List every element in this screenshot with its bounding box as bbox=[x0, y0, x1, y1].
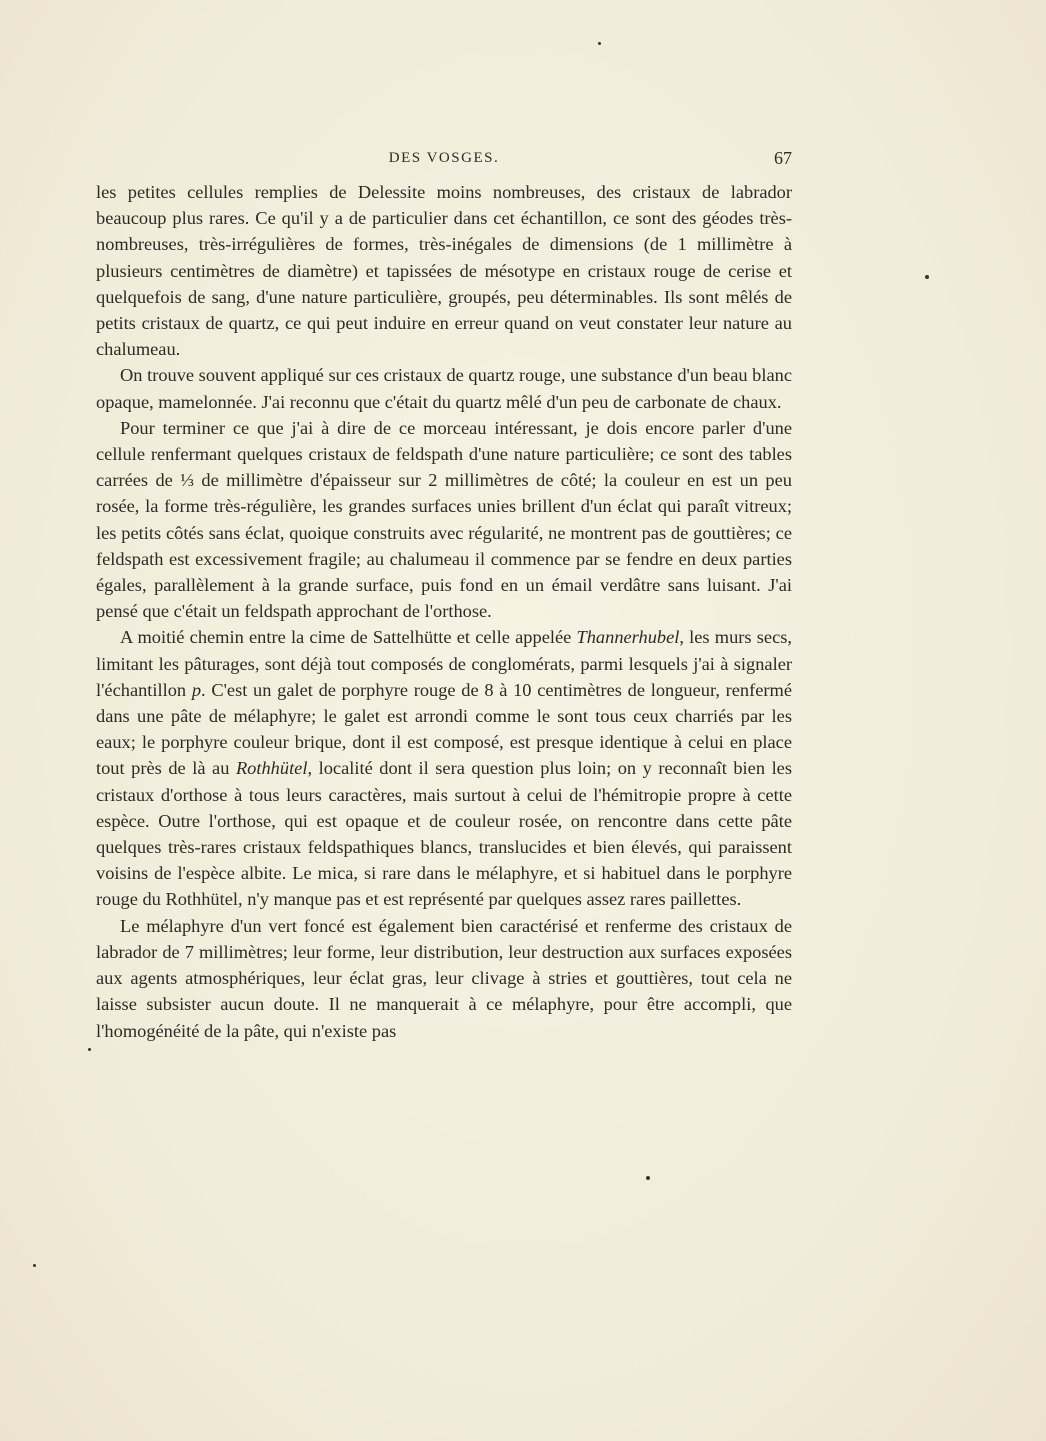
sample-label-p: p bbox=[191, 679, 202, 700]
paragraph-4-text-a: A moitié chemin entre la cime de Sattelhütte et celle appelée bbox=[120, 627, 577, 648]
place-name-rothhutel: Rothhütel bbox=[235, 758, 308, 779]
paragraph-5: Le mélaphyre d'un vert foncé est également bien caractérisé et renferme des cristaux de labrador de 7 millimètres; leur forme, leur distribution, leur destruction aux surfaces exposées aux agents atmosphériques, leur éclat gras, leur clivage à stries et gouttières, tout cela ne laisse subsister aucun doute. Il ne manquerait à ce mélaphyre, pour être accompli, que l'homogénéité de la pâte, qui n'existe pas bbox=[96, 915, 792, 1041]
ink-speck bbox=[646, 1176, 650, 1180]
running-title: DES VOSGES. bbox=[388, 150, 500, 166]
paragraph-4-text-b: , les murs secs, limitant les pâturages, sont déjà tout composés de conglomérats, parmi lesquels j'ai à signaler l'échantillon bbox=[96, 627, 793, 700]
paragraph-1: les petites cellules remplies de Delessite moins nombreuses, des cristaux de labrador beaucoup plus rares. Ce qu'il y a de particulier dans cet échantillon, ce sont des géodes très-nombreuses, très-irrégulières de formes, très-inégales de dimensions (de 1 millimètre à plusieurs centimètres de diamètre) et tapissées de mésotype en cristaux rouge de cerise et quelquefois de sang, d'une nature particulière, groupés, peu déterminables. Ils sont mêlés de petits cristaux de quartz, ce qui peut induire en erreur quand on veut constater leur nature au chalumeau. bbox=[96, 182, 792, 360]
ink-speck bbox=[925, 275, 929, 279]
ink-speck bbox=[598, 42, 601, 45]
body-text bbox=[96, 179, 792, 1044]
ink-speck bbox=[33, 1264, 36, 1267]
paragraph-2: On trouve souvent appliqué sur ces cristaux de quartz rouge, une substance d'un beau blanc opaque, mamelonnée. J'ai reconnu que c'était du quartz mêlé d'un peu de carbonate de chaux. bbox=[96, 365, 792, 412]
page-number: 67 bbox=[774, 148, 792, 168]
paragraph-4-text-d: , localité dont il sera question plus loin; on y reconnaît bien les cristaux d'orthose à tous leurs caractères, mais surtout à celui de l'hémitropie propre à cette espèce. Outre l'orthose, qui est opaque et de couleur rosée, on rencontre dans cette pâte quelques très-rares cristaux feldspathiques blancs, translucides et bien élevés, qui paraissent voisins de l'espèce albite. Le mica, si rare dans le mélaphyre, et si habituel dans le porphyre rouge du Rothhütel, n'y manque pas et est représenté par quelques assez rares paillettes. bbox=[96, 758, 792, 910]
ink-speck bbox=[88, 1048, 91, 1051]
paragraph-3: Pour terminer ce que j'ai à dire de ce morceau intéressant, je dois encore parler d'une cellule renfermant quelques cristaux de feldspath d'une nature particulière; ce sont des tables carrées de ⅓ de millimètre d'épaisseur sur 2 millimètres de côté; la couleur en est un peu rosée, la forme très-régulière, les grandes surfaces unies brillent d'un éclat qui paraît vitreux; les petits côtés sans éclat, quoique construits avec régularité, ne montrent pas de gouttières; ce feldspath est excessivement fragile; au chalumeau il commence par se fendre en deux parties égales, parallèlement à la grande surface, puis fond en un émail verdâtre sans luisant. J'ai pensé que c'était un feldspath approchant de l'orthose. bbox=[96, 417, 792, 622]
place-name-thannerhubel: Thannerhubel bbox=[576, 627, 680, 648]
page-header bbox=[96, 150, 792, 172]
paragraph-4 bbox=[96, 624, 792, 912]
paragraph-4-text-c: . C'est un galet de porphyre rouge de 8 à 10 centimètres de longueur, renfermé dans une pâte de mélaphyre; le galet est arrondi comme le sont tous ceux charriés par les eaux; le porphyre couleur brique, dont il est composé, est presque identique à celui en place tout près de là au bbox=[96, 679, 793, 779]
